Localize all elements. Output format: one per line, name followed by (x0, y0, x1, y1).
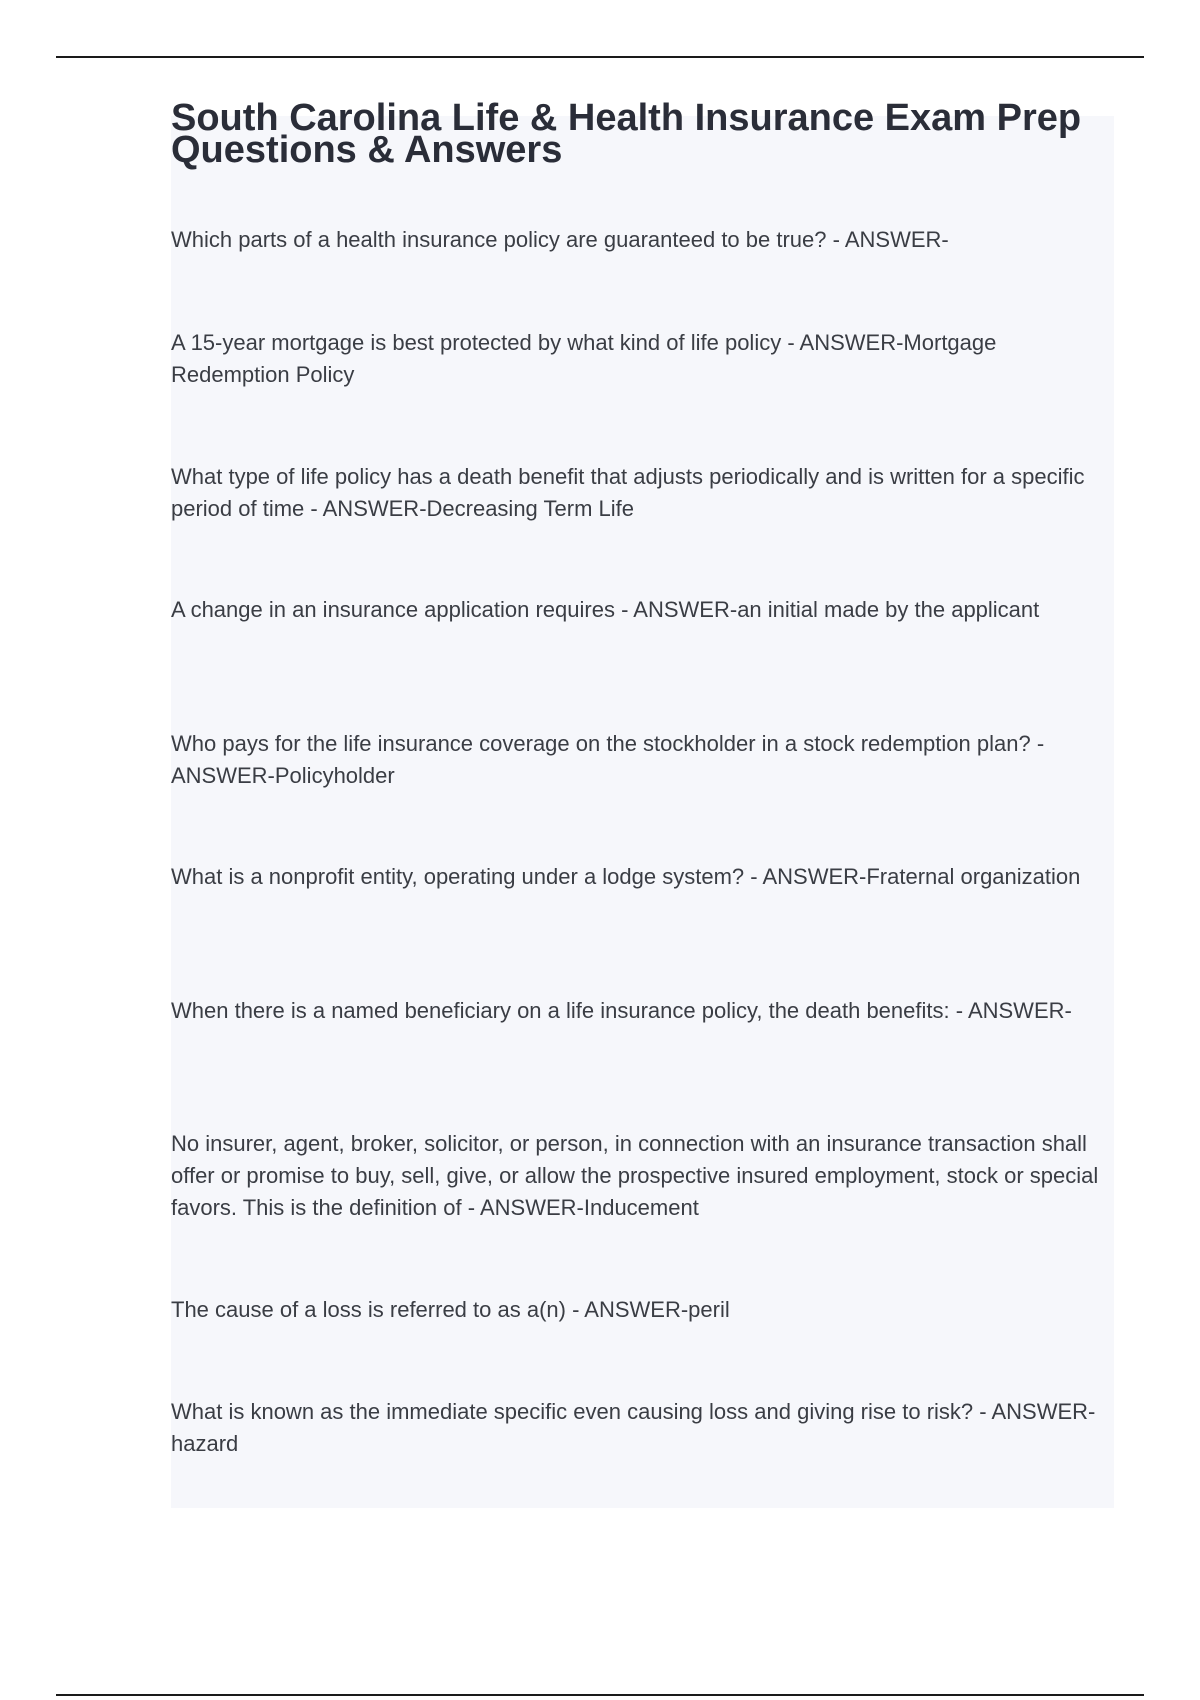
qa-item: What is known as the immediate specific even causing loss and giving rise to risk? - ANSWER-hazard (171, 1399, 1096, 1456)
qa-item: Who pays for the life insurance coverage on the stockholder in a stock redemption plan? - ANSWER-Policyholder (171, 731, 1045, 788)
qa-item: When there is a named beneficiary on a life insurance policy, the death benefits: - ANSWER- (171, 998, 1072, 1023)
header-rule (56, 56, 1144, 58)
qa-item: Which parts of a health insurance policy are guaranteed to be true? - ANSWER- (171, 227, 949, 252)
qa-item: The cause of a loss is referred to as a(n) - ANSWER-peril (171, 1297, 730, 1322)
document-title: South Carolina Life & Health Insurance Exam Prep Questions & Answers (171, 97, 1082, 171)
qa-item: What type of life policy has a death benefit that adjusts periodically and is written for a specific period of time - ANSWER-Decreasing Term Life (171, 464, 1085, 521)
footer-rule (56, 1694, 1144, 1696)
qa-item: What is a nonprofit entity, operating under a lodge system? - ANSWER-Fraternal organization (171, 864, 1081, 889)
qa-item: A 15-year mortgage is best protected by what kind of life policy - ANSWER-Mortgage Redemption Policy (171, 330, 997, 387)
qa-item: A change in an insurance application requires - ANSWER-an initial made by the applicant (171, 597, 1040, 622)
qa-item: No insurer, agent, broker, solicitor, or person, in connection with an insurance transaction shall offer or promise to buy, sell, give, or allow the prospective insured employment, stock or special favors. This is the definition of - ANSWER-Inducement (171, 1131, 1099, 1220)
